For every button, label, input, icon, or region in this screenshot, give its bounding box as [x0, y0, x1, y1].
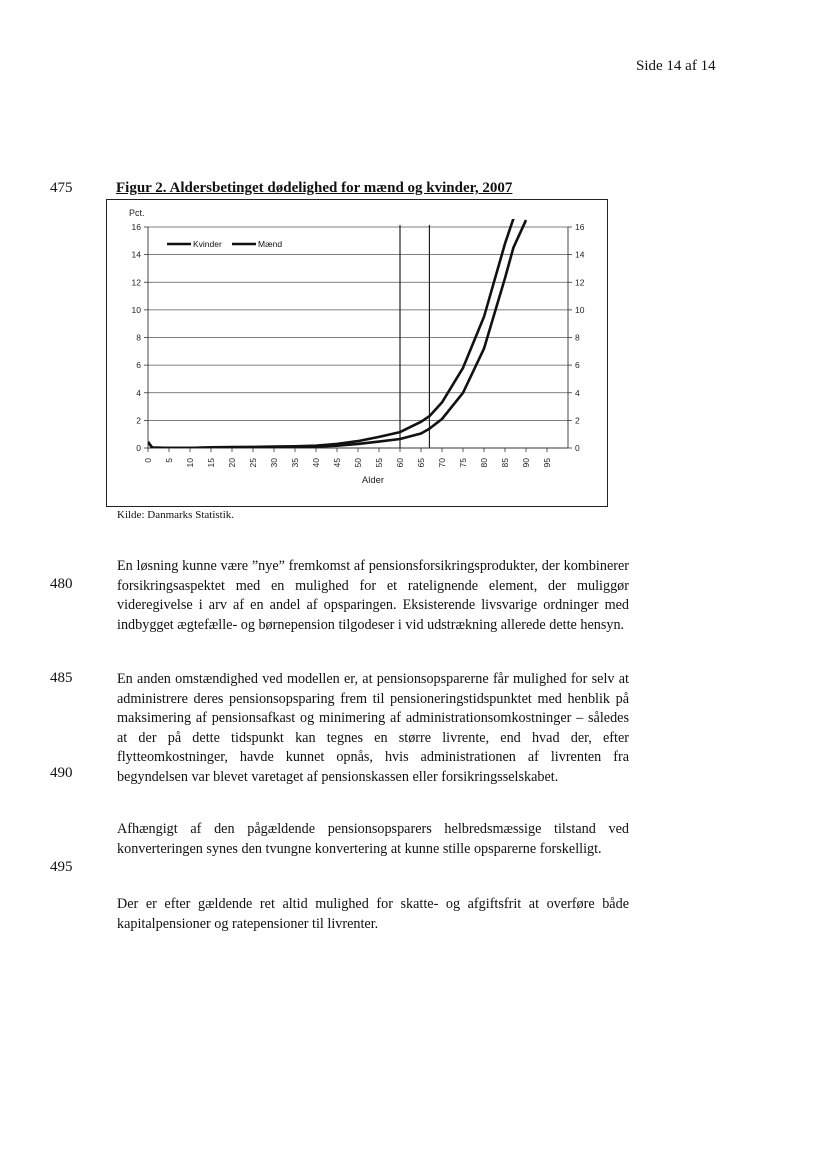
- paragraph-text: Der er efter gældende ret altid mulighed for skatte- og afgiftsfrit at overføre både kapitalpensioner og ratepensioner til livrenter.: [117, 896, 629, 932]
- paragraph-text: Afhængigt af den pågældende pensionsopsparers helbredsmæssige tilstand ved konverteringen synes den tvungne konvertering at kunne stille opsparerne forskelligt.: [117, 821, 629, 857]
- y-tick-label: 12: [131, 277, 141, 288]
- x-tick-label: 80: [479, 458, 489, 468]
- x-tick-label: 45: [332, 458, 342, 468]
- x-tick-label: 70: [437, 458, 447, 468]
- paragraph: [117, 820, 629, 859]
- y-right-tick-label: 2: [575, 415, 580, 426]
- x-tick-label: 95: [542, 458, 552, 468]
- y-right-tick-label: 10: [575, 304, 585, 315]
- page-number: Side 14 af 14: [636, 58, 716, 74]
- paragraph: [117, 895, 629, 934]
- x-axis-label: Alder: [361, 475, 385, 486]
- x-tick-label: 30: [269, 458, 279, 468]
- figure-title: Figur 2. Aldersbetinget dødelighed for mænd og kvinder, 2007: [116, 180, 513, 196]
- chart-frame: [106, 199, 608, 507]
- y-tick-label: 10: [131, 304, 141, 315]
- x-tick-label: 60: [395, 458, 405, 468]
- line-number: 475: [50, 180, 73, 196]
- line-number: 485: [50, 670, 73, 686]
- x-tick-label: 5: [164, 458, 174, 463]
- figure-source: Kilde: Danmarks Statistik.: [117, 509, 235, 521]
- mortality-chart: [107, 200, 607, 506]
- y-tick-label: 8: [136, 332, 141, 343]
- y-axis-label: Pct.: [129, 208, 145, 218]
- legend-label: Mænd: [258, 239, 283, 249]
- y-tick-label: 4: [136, 387, 141, 398]
- paragraph: [117, 557, 629, 635]
- x-tick-label: 90: [521, 458, 531, 468]
- x-tick-label: 10: [185, 458, 195, 468]
- y-right-tick-label: 14: [575, 249, 585, 260]
- line-number: 480: [50, 576, 73, 592]
- legend-label: Kvinder: [193, 239, 222, 249]
- x-tick-label: 20: [227, 458, 237, 468]
- line-number: 495: [50, 859, 73, 875]
- y-right-tick-label: 16: [575, 222, 585, 232]
- x-tick-label: 15: [206, 458, 216, 468]
- y-right-tick-label: 6: [575, 360, 580, 371]
- y-tick-label: 16: [131, 222, 141, 232]
- x-tick-label: 0: [143, 458, 153, 463]
- paragraph: [117, 670, 629, 788]
- y-right-tick-label: 4: [575, 387, 580, 398]
- x-tick-label: 25: [248, 458, 258, 468]
- y-right-tick-label: 8: [575, 332, 580, 343]
- paragraph-text: En løsning kunne være ”nye” fremkomst af pensionsforsikringsprodukter, der kombinerer forsikringsaspektet med en mulighed for et ratelignende element, der muliggør videregivelse i arv af en andel af opsparingen. Eksisterende livsvarige ordninger med indbygget ægtefælle- og børnepension tilgodeser i vid udstrækning allerede dette hensyn.: [117, 558, 629, 633]
- x-tick-label: 55: [374, 458, 384, 468]
- x-tick-label: 65: [416, 458, 426, 468]
- paragraph-text: En anden omstændighed ved modellen er, at pensionsopsparerne får mulighed for selv at administrere deres pensionsopsparing frem til pensioneringstidspunktet med henblik på maksimering af pensionsafkast og minimering af administrationsomkostninger – således at der på dette tidspunkt kan tegnes en større livrente, end hvad der, efter flytteomkostninger, havde kunnet opnås, hvis administrationen af livrenten fra begyndelsen var blevet varetaget af pensionskassen eller forsikringsselskabet.: [117, 671, 629, 785]
- x-tick-label: 40: [311, 458, 321, 468]
- x-tick-label: 35: [290, 458, 300, 468]
- y-tick-label: 0: [136, 443, 141, 453]
- y-right-tick-label: 0: [575, 443, 580, 453]
- y-tick-label: 2: [136, 415, 141, 426]
- y-right-tick-label: 12: [575, 277, 585, 288]
- y-tick-label: 6: [136, 360, 141, 371]
- x-tick-label: 85: [500, 458, 510, 468]
- x-tick-label: 50: [353, 458, 363, 468]
- y-tick-label: 14: [131, 249, 141, 260]
- x-tick-label: 75: [458, 458, 468, 468]
- line-number: 490: [50, 765, 73, 781]
